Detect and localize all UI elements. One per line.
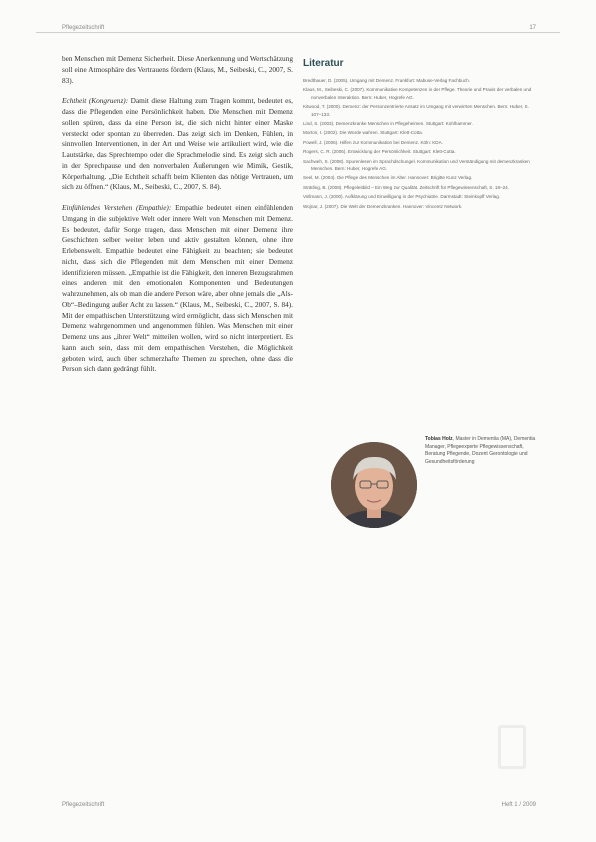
literature-column [303, 58, 539, 212]
literature-heading: Literatur [303, 58, 344, 69]
paragraph-2-lead: Echtheit (Kongruenz): [62, 96, 129, 106]
author-bio [425, 436, 540, 466]
reference-entry: Sachweh, S. (2008). Spurenlesen im Sprachdschungel. Kommunikation und Verständigung mit demenzkranken Menschen. Bern: Huber, Hogrefe AG. [303, 158, 530, 172]
reference-entry: Wojnar, J. (2007). Die Welt der Demenzkranken. Hannover: Vincentz Network. [303, 203, 463, 209]
page-header-left: Pflegezeitschrift [62, 25, 105, 31]
paragraph-2 [62, 96, 293, 193]
faint-margin-mark [498, 725, 526, 769]
reference-entry: Strätling, B. (2008). Pflegeleitbild – Ein Weg zur Qualität. Zeitschrift für Pflegewissenschaft, S. 18–24. [303, 184, 509, 190]
reference-list [303, 77, 539, 210]
header-rule [36, 32, 560, 33]
author-bio-text: , Master in Dementia (MA), Dementia Manager, Pflegeexperte Pflegewissenschaft, Beratung Pflegende, Dozent Gerontologie und Gesundheitsförderung [425, 436, 536, 465]
article-body-column [62, 54, 293, 385]
paragraph-2-text: Damit diese Haltung zum Tragen kommt, bedeutet es, dass die Pflegenden eine Persönlichkeit haben. Die Menschen mit Demenz sollen spüren, dass da eine Person ist, die sich nicht hinter einer Maske versteckt oder spontan zu überreden. Das zeigt sich im Denken, Fühlen, in sinnvollen Interventionen, in der Art und Weise wie artikuliert wird, wie die Lautstärke, das Sprechtempo oder die Sprachmelodie sind. Es zeigt sich auch in der Sprechpause und den nonverbalen Äußerungen wie Mimik, Gestik, Körperhaltung. „Die Echtheit schafft beim Klienten das nötige Vertrauen, um sich zu öffnen.“ (Klaus, M., Seibeski, C., 2007, S. 84). [62, 96, 293, 192]
paragraph-3 [62, 203, 293, 375]
author-name: Tobias Holz [425, 436, 453, 442]
paragraph-1: ben Menschen mit Demenz Sicherheit. Diese Anerkennung und Wertschätzung soll eine Atmosphäre des Vertrauens fördern (Klaus, M., Seibeski, C., 2007, S. 83). [62, 54, 293, 85]
footer-right: Heft 1 / 2009 [501, 802, 536, 808]
reference-entry: Powell, J. (2006). Hilfen zur Kommunikation bei Demenz. Köln: KDA. [303, 139, 443, 145]
reference-entry: Klaus, M., Seibeski, C. (2007). Kommunikative Kompetenzen in der Pflege. Theorie und Praxis der verbalen und nonverbalen Interaktion. Bern: Huber, Hogrefe AG. [303, 87, 532, 100]
author-portrait-image [331, 442, 417, 528]
reference-entry: Vollmann, J. (2000). Aufklärung und Einwilligung in der Psychiatrie. Darmstadt: Steinkopff Verlag. [303, 194, 501, 200]
author-box [331, 436, 541, 536]
reference-entry: Seel, M. (2004). Die Pflege des Menschen im Alter. Hannover: Brigitte Kunz Verlag. [303, 175, 473, 181]
page-number: 17 [529, 25, 536, 31]
reference-entry: Kitwood, T. (2000). Demenz: der Personzentrierte Ansatz im Umgang mit verwirrten Menschen. Bern: Huber, S. 107–133. [303, 104, 529, 117]
author-photo [331, 442, 417, 528]
reference-entry: Lind, S. (2003). Demenzkranke Menschen in Pflegeheimen. Stuttgart: Kohlhammer. [303, 121, 473, 127]
reference-entry: Rogers, C. R. (2005). Entwicklung der Persönlichkeit. Stuttgart: Klett-Cotta. [303, 149, 456, 155]
paragraph-3-lead: Einfühlendes Verstehen (Empathie): [62, 203, 172, 212]
reference-entry: Bredthauer, D. (2005). Umgang mit Demenz. Frankfurt: Mabuse-Verlag Fachbuch. [303, 78, 470, 83]
reference-entry: Morton, I. (2002). Die Würde wahren. Stuttgart: Klett-Cotta. [303, 130, 423, 136]
footer-left: Pflegezeitschrift [62, 802, 105, 808]
paragraph-3-text: Empathie bedeutet einen einfühlenden Umgang in die subjektive Welt oder innere Welt von Menschen mit Demenz. Es bedeutet, dafür Sorge tragen, dass Menschen mit einer Demenz ihre Geschichten selber weiter leben und aktiv gestalten können, ohne ihre Erlebenswelt. Empathie bedeutet eine Fähigkeit zu beachten; sie bedeutet nicht, dass sich die Pflegenden mit dem Menschen mit einer Demenz identifizieren müssen. „Empathie ist die Fähigkeit, den inneren Bezugsrahmen eines anderen mit den emotionalen Komponenten und Bedeutungen wahrzunehmen, als ob man die andere Person wäre, aber ohne jemals die „Als-Ob“–Bedingung außer Acht zu lassen.“ (Klaus, M., Seibeski, C., 2007, S. 84). Mit der empathischen Unterstützung wird ermöglicht, dass sich Menschen mit Demenz wahrgenommen und angenommen fühlen. Was Menschen mit einer Demenz uns aus „ihrer Welt“ mitteilen wollen, wird so nicht interpretiert. Es kann auch sein, dass mit dem empathischen Verstehen, die Möglichkeit geboten wird, auch über schmerzhafte Themen zu sprechen, ohne dass die Person sich dann gedrängt fühlt. [62, 203, 293, 374]
